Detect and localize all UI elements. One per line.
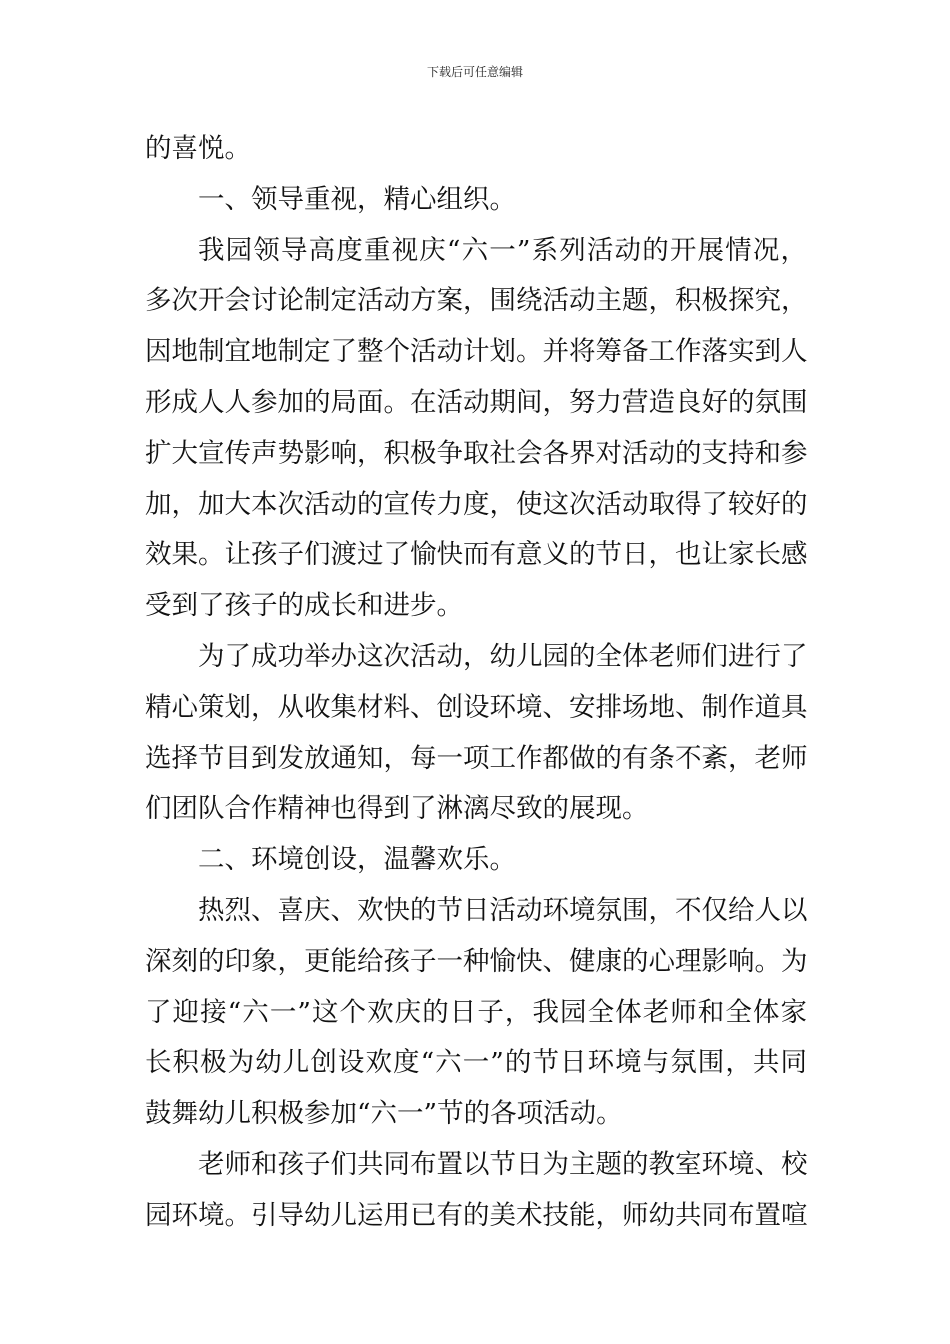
text-line: 形成人人参加的局面。在活动期间，努力营造良好的氛围 [145,386,808,418]
text-line: 选择节目到发放通知，每一项工作都做的有条不紊，老师 [145,742,808,774]
page-header: 下载后可任意编辑 [426,65,523,79]
text-line: 效果。让孩子们渡过了愉快而有意义的节日，也让家长感 [145,539,808,571]
text-line: 精心策划，从收集材料、创设环境、安排场地、制作道具 [145,691,808,723]
text-line: 扩大宣传声势影响，积极争取社会各界对活动的支持和参 [145,437,808,469]
text-line: 因地制宜地制定了整个活动计划。并将筹备工作落实到人 [145,336,808,368]
text-line: 为了成功举办这次活动，幼儿园的全体老师们进行了 [198,640,808,672]
text-line: 鼓舞幼儿积极参加“六一”节的各项活动。 [145,1098,623,1130]
text-line: 们团队合作精神也得到了淋漓尽致的展现。 [145,793,649,825]
text-line: 受到了孩子的成长和进步。 [145,590,463,622]
text-line: 深刻的印象，更能给孩子一种愉快、健康的心理影响。为 [145,945,808,977]
section-heading: 二、环境创设，温馨欢乐。 [198,844,516,876]
text-line: 热烈、喜庆、欢快的节日活动环境氛围，不仅给人以 [198,894,808,926]
text-line: 加，加大本次活动的宣传力度，使这次活动取得了较好的 [145,488,808,520]
text-line: 多次开会讨论制定活动方案，围绕活动主题，积极探究， [145,285,808,317]
text-line: 长积极为幼儿创设欢度“六一”的节日环境与氛围，共同 [145,1047,807,1079]
text-line: 了迎接“六一”这个欢庆的日子，我园全体老师和全体家 [145,996,807,1028]
text-line: 老师和孩子们共同布置以节日为主题的教室环境、校 [198,1148,808,1180]
text-line: 的喜悦。 [145,133,251,164]
document-body [145,124,807,1242]
text-line: 我园领导高度重视庆“六一”系列活动的开展情况， [198,234,807,266]
section-heading: 一、领导重视，精心组织。 [198,183,516,215]
text-line: 园环境。引导幼儿运用已有的美术技能，师幼共同布置喧 [145,1199,808,1231]
